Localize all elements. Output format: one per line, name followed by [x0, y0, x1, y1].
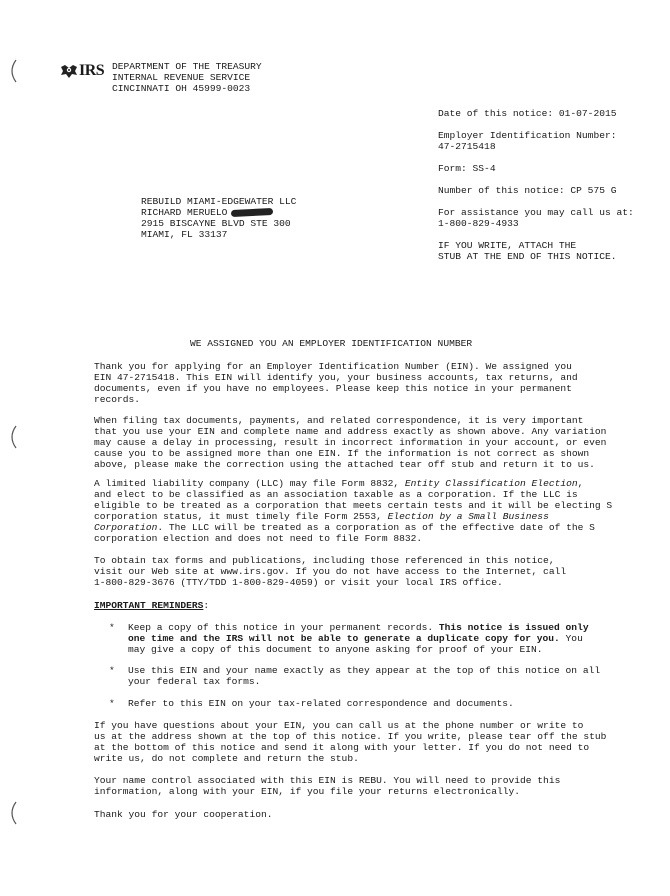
form-number: Form: SS-4 — [438, 163, 496, 174]
bullet-mark: * — [109, 622, 115, 633]
irs-logo — [60, 62, 110, 80]
dept-line-city: CINCINNATI OH 45999-0023 — [112, 83, 251, 94]
eagle-icon — [60, 63, 78, 79]
important-reminders-heading: IMPORTANT REMINDERS: — [94, 600, 210, 611]
closing-line: Thank you for your cooperation. — [94, 809, 273, 820]
write-instruction-1: IF YOU WRITE, ATTACH THE — [438, 240, 577, 251]
recipient-company: REBUILD MIAMI-EDGEWATER LLC — [141, 196, 297, 207]
paragraph-filing-instructions: When filing tax documents, payments, and related correspondence, it is very important that you use your EIN and complete name and address exactly as shown above. Any variation may cause a delay in processing, result in incorrect information in your account, or even cause you to be assigned more than one EIN. If the information is not correct as shown above, please make the correction using the attached tear off stub and return it to us. — [94, 415, 607, 470]
punch-hole-mark-top — [6, 58, 18, 84]
recipient-city: MIAMI, FL 33137 — [141, 229, 228, 240]
reminder-bullet-refer-ein: * Refer to this EIN on your tax-related correspondence and documents. — [109, 698, 514, 709]
ein-label: Employer Identification Number: — [438, 130, 617, 141]
recipient-name: RICHARD MERUELO — [141, 207, 296, 218]
notice-info-block — [438, 108, 634, 262]
punch-hole-mark-middle — [6, 424, 18, 450]
paragraph-llc-election: A limited liability company (LLC) may file Form 8832, Entity Classification Election, and elect to be classified as an association taxable as a corporation. If the LLC is eligible to be treated as a corporation that meets certain tests and it will be electing S corporation status, it must timely file Form 2553, Election by a Small Business Corporation. The LLC will be treated as a corporation as of the effective date of the S corporation election and does not need to file Form 8832. — [94, 478, 613, 544]
ein-value: 47-2715418 — [438, 141, 496, 152]
irs-logo-text: IRS — [79, 62, 105, 79]
recipient-street: 2915 BISCAYNE BLVD STE 300 — [141, 218, 291, 229]
paragraph-tax-forms: To obtain tax forms and publications, including those referenced in this notice, visit our Web site at www.irs.gov. If you do not have access to the Internet, call 1-800-829-3676 (TTY/TDD 1-800-829-4059) or visit your local IRS office. — [94, 555, 567, 588]
paragraph-ein-assigned: Thank you for applying for an Employer Identification Number (EIN). We assigned you EIN 47-2715418. This EIN will identify you, your business accounts, tax returns, and documents, even if you have no employees. Please keep this notice in your permanent records. — [94, 361, 578, 405]
bullet-mark: * — [109, 665, 115, 676]
bullet-mark: * — [109, 698, 115, 709]
dept-line-irs: INTERNAL REVENUE SERVICE — [112, 72, 251, 83]
reminder-bullet-use-ein: * Use this EIN and your name exactly as they appear at the top of this notice on all your federal tax forms. — [109, 665, 601, 687]
notice-number: Number of this notice: CP 575 G — [438, 185, 617, 196]
paragraph-questions: If you have questions about your EIN, you can call us at the phone number or write to us at the address shown at the top of this notice. If you write, please tear off the stub at the bottom of this notice and send it along with your letter. If you do not need to write us, do not complete and return the stub. — [94, 720, 607, 764]
reminder-bullet-keep-copy: * Keep a copy of this notice in your permanent records. This notice is issued only one time and the IRS will not be able to generate a duplicate copy for you. You may give a copy of this document to anyone asking for proof of your EIN. — [109, 622, 589, 655]
assistance-phone: 1-800-829-4933 — [438, 218, 519, 229]
notice-title: WE ASSIGNED YOU AN EMPLOYER IDENTIFICATION NUMBER — [190, 338, 473, 349]
redaction-mark — [231, 208, 273, 217]
dept-line-treasury: DEPARTMENT OF THE TREASURY — [112, 61, 262, 72]
department-address — [112, 61, 262, 94]
assistance-label: For assistance you may call us at: — [438, 207, 634, 218]
notice-date: Date of this notice: 01-07-2015 — [438, 108, 617, 119]
punch-hole-mark-bottom — [6, 800, 18, 826]
write-instruction-2: STUB AT THE END OF THIS NOTICE. — [438, 251, 617, 262]
recipient-address — [141, 196, 296, 240]
paragraph-name-control: Your name control associated with this EIN is REBU. You will need to provide this information, along with your EIN, if you file your returns electronically. — [94, 775, 561, 797]
